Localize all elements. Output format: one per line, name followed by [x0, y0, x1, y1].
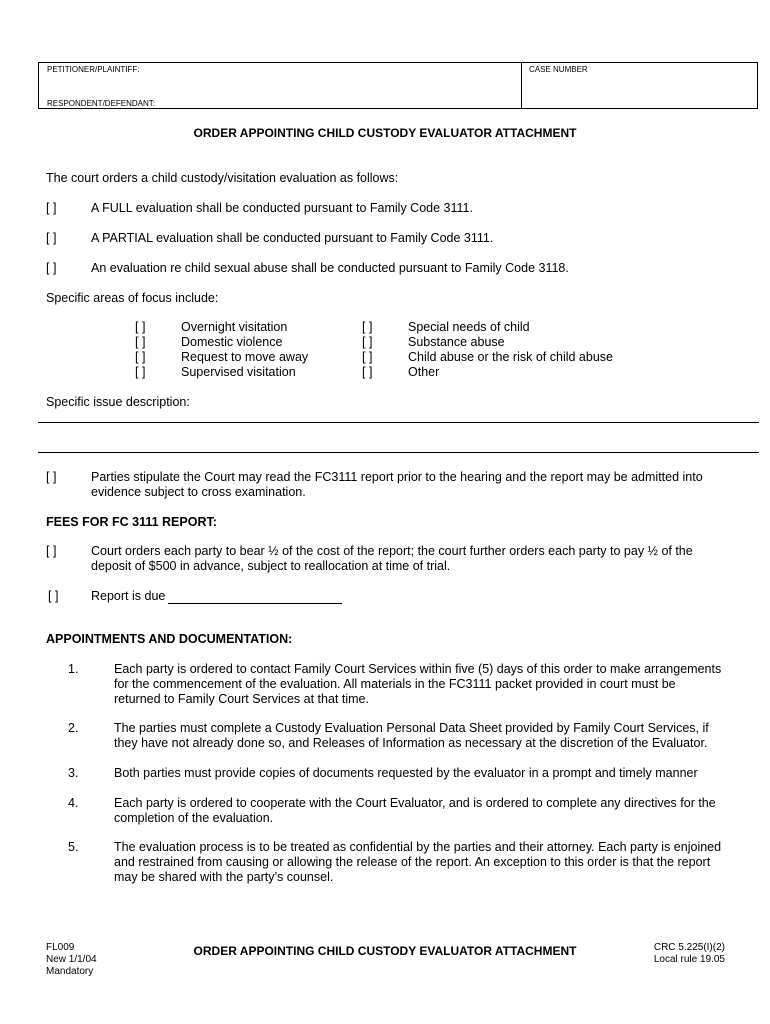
report-due-row	[91, 589, 342, 604]
report-due-label: Report is due	[91, 589, 166, 603]
stipulation-line-2: evidence subject to cross examination.	[91, 485, 306, 499]
item-number-3: 3.	[68, 766, 79, 780]
option-sexual-abuse-evaluation: An evaluation re child sexual abuse shall be conducted pursuant to Family Code 3118.	[91, 261, 569, 275]
caption-divider	[521, 63, 522, 108]
issue-line-2[interactable]	[38, 452, 759, 453]
issue-description-label: Specific issue description:	[46, 395, 190, 409]
checkbox-special-needs[interactable]: [ ]	[362, 320, 373, 334]
checkbox-stipulation[interactable]: [ ]	[46, 470, 57, 484]
focus-request-move-away: Request to move away	[181, 350, 309, 364]
item-4-line-2: completion of the evaluation.	[114, 811, 274, 825]
local-rule-reference: Local rule 19.05	[653, 954, 725, 965]
item-number-5: 5.	[68, 840, 79, 854]
checkbox-partial-evaluation[interactable]: [ ]	[46, 231, 57, 245]
option-full-evaluation: A FULL evaluation shall be conducted pursuant to Family Code 3111.	[91, 201, 473, 215]
stipulation-line-1: Parties stipulate the Court may read the FC3111 report prior to the hearing and the report may be admitted into	[91, 470, 703, 484]
item-2-line-2: they have not already done so, and Releases of Information as necessary at the discretion of the Evaluator.	[114, 736, 708, 750]
item-5-line-3: may be shared with the party’s counsel.	[114, 870, 334, 884]
appointments-heading: APPOINTMENTS AND DOCUMENTATION:	[46, 632, 293, 646]
focus-special-needs: Special needs of child	[408, 320, 530, 334]
checkbox-child-abuse[interactable]: [ ]	[362, 350, 373, 364]
item-1-line-3: returned to Family Court Services at that time.	[114, 692, 369, 706]
option-partial-evaluation: A PARTIAL evaluation shall be conducted pursuant to Family Code 3111.	[91, 231, 494, 245]
item-4-line-1: Each party is ordered to cooperate with the Court Evaluator, and is ordered to complete any directives for the	[114, 796, 716, 810]
report-due-field[interactable]	[168, 591, 342, 604]
focus-label: Specific areas of focus include:	[46, 291, 219, 305]
form-revision: New 1/1/04	[46, 954, 97, 965]
checkbox-overnight-visitation[interactable]: [ ]	[135, 320, 146, 334]
item-1-line-1: Each party is ordered to contact Family Court Services within five (5) days of this order to make arrangements	[114, 662, 722, 676]
item-number-2: 2.	[68, 721, 79, 735]
item-2-line-1: The parties must complete a Custody Evaluation Personal Data Sheet provided by Family Court Services, if	[114, 721, 709, 735]
issue-line-1[interactable]	[38, 422, 759, 423]
respondent-label: RESPONDENT/DEFENDANT:	[47, 99, 156, 108]
cost-split-line-2: deposit of $500 in advance, subject to reallocation at time of trial.	[91, 559, 451, 573]
petitioner-label: PETITIONER/PLAINTIFF:	[47, 65, 140, 74]
item-5-line-1: The evaluation process is to be treated as confidential by the parties and their attorney. Each party is enjoined	[114, 840, 722, 854]
crc-reference: CRC 5.225(I)(2)	[653, 942, 725, 953]
focus-other: Other	[408, 365, 440, 379]
focus-substance-abuse: Substance abuse	[408, 335, 505, 349]
checkbox-sexual-abuse-evaluation[interactable]: [ ]	[46, 261, 57, 275]
checkbox-full-evaluation[interactable]: [ ]	[46, 201, 57, 215]
item-5-line-2: and restrained from causing or allowing the release of the report. An exception to this order is that the report	[114, 855, 711, 869]
checkbox-request-move-away[interactable]: [ ]	[135, 350, 146, 364]
focus-supervised-visitation: Supervised visitation	[181, 365, 296, 379]
item-3-line-1: Both parties must provide copies of documents requested by the evaluator in a prompt and timely manner	[114, 766, 698, 780]
case-number-label: CASE NUMBER	[529, 65, 588, 74]
checkbox-report-due[interactable]: [ ]	[48, 589, 59, 603]
focus-overnight-visitation: Overnight visitation	[181, 320, 288, 334]
checkbox-domestic-violence[interactable]: [ ]	[135, 335, 146, 349]
page-title: ORDER APPOINTING CHILD CUSTODY EVALUATOR ATTACHMENT	[193, 126, 577, 140]
footer-title: ORDER APPOINTING CHILD CUSTODY EVALUATOR ATTACHMENT	[193, 944, 577, 958]
cost-split-line-1: Court orders each party to bear ½ of the cost of the report; the court further orders each party to pay ½ of the	[91, 544, 693, 558]
form-number: FL009	[46, 942, 75, 953]
fees-heading: FEES FOR FC 3111 REPORT:	[46, 515, 217, 529]
focus-child-abuse: Child abuse or the risk of child abuse	[408, 350, 613, 364]
focus-domestic-violence: Domestic violence	[181, 335, 283, 349]
caption-box	[38, 62, 758, 109]
intro-text: The court orders a child custody/visitation evaluation as follows:	[46, 171, 399, 185]
checkbox-substance-abuse[interactable]: [ ]	[362, 335, 373, 349]
item-number-1: 1.	[68, 662, 79, 676]
checkbox-cost-split[interactable]: [ ]	[46, 544, 57, 558]
form-status: Mandatory	[46, 966, 94, 977]
checkbox-supervised-visitation[interactable]: [ ]	[135, 365, 146, 379]
checkbox-other[interactable]: [ ]	[362, 365, 373, 379]
item-number-4: 4.	[68, 796, 79, 810]
item-1-line-2: for the commencement of the evaluation. All materials in the FC3111 packet provided in court must be	[114, 677, 676, 691]
